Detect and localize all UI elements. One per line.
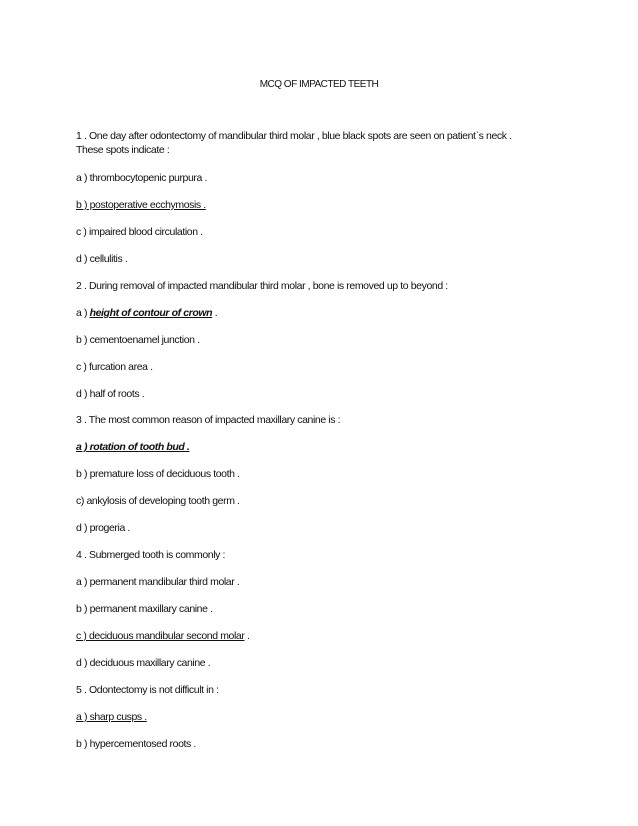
question-1-option-d: d ) cellulitis .: [76, 253, 128, 265]
question-3-option-b: b ) premature loss of deciduous tooth .: [76, 468, 240, 480]
question-2-option-a: [76, 307, 217, 320]
question-5-option-b: b ) hypercementosed roots .: [76, 738, 196, 750]
question-1-line-1: 1 . One day after odontectomy of mandibular third molar , blue black spots are seen on patient`s neck .: [76, 130, 512, 142]
question-3-option-d: d ) progeria .: [76, 522, 130, 534]
option-answer-emphasis: height of contour of crown: [89, 307, 213, 319]
question-1-option-c: c ) impaired blood circulation .: [76, 226, 203, 238]
question-2-option-d: d ) half of roots .: [76, 388, 145, 400]
question-4-option-a: a ) permanent mandibular third molar .: [76, 576, 240, 588]
page-title: MCQ OF IMPACTED TEETH: [259, 79, 379, 90]
question-5-text: 5 . Odontectomy is not difficult in :: [76, 684, 219, 696]
question-1-option-a: a ) thrombocytopenic purpura .: [76, 172, 207, 184]
question-4-option-d: d ) deciduous maxillary canine .: [76, 657, 211, 669]
option-suffix: .: [244, 630, 250, 642]
question-4-option-b: b ) permanent maxillary canine .: [76, 603, 213, 615]
question-5-option-a: a ) sharp cusps .: [76, 711, 147, 723]
question-2-option-c: c ) furcation area .: [76, 361, 153, 373]
question-4-text: 4 . Submerged tooth is commonly :: [76, 549, 226, 561]
question-4-option-c: [76, 630, 250, 643]
option-answer-underlined: c ) deciduous mandibular second molar: [76, 630, 245, 642]
question-3-option-c: c) ankylosis of developing tooth germ .: [76, 495, 240, 507]
option-prefix: a ): [76, 307, 90, 319]
question-1-option-b: b ) postoperative ecchymosis .: [76, 199, 206, 211]
question-3-option-a: a ) rotation of tooth bud .: [76, 441, 190, 453]
question-1-line-2: These spots indicate :: [76, 144, 170, 156]
option-suffix: .: [212, 307, 218, 319]
question-2-option-b: b ) cementoenamel junction .: [76, 334, 200, 346]
question-3-text: 3 . The most common reason of impacted maxillary canine is :: [76, 414, 341, 426]
question-2-text: 2 . During removal of impacted mandibular third molar , bone is removed up to beyond :: [76, 280, 448, 292]
